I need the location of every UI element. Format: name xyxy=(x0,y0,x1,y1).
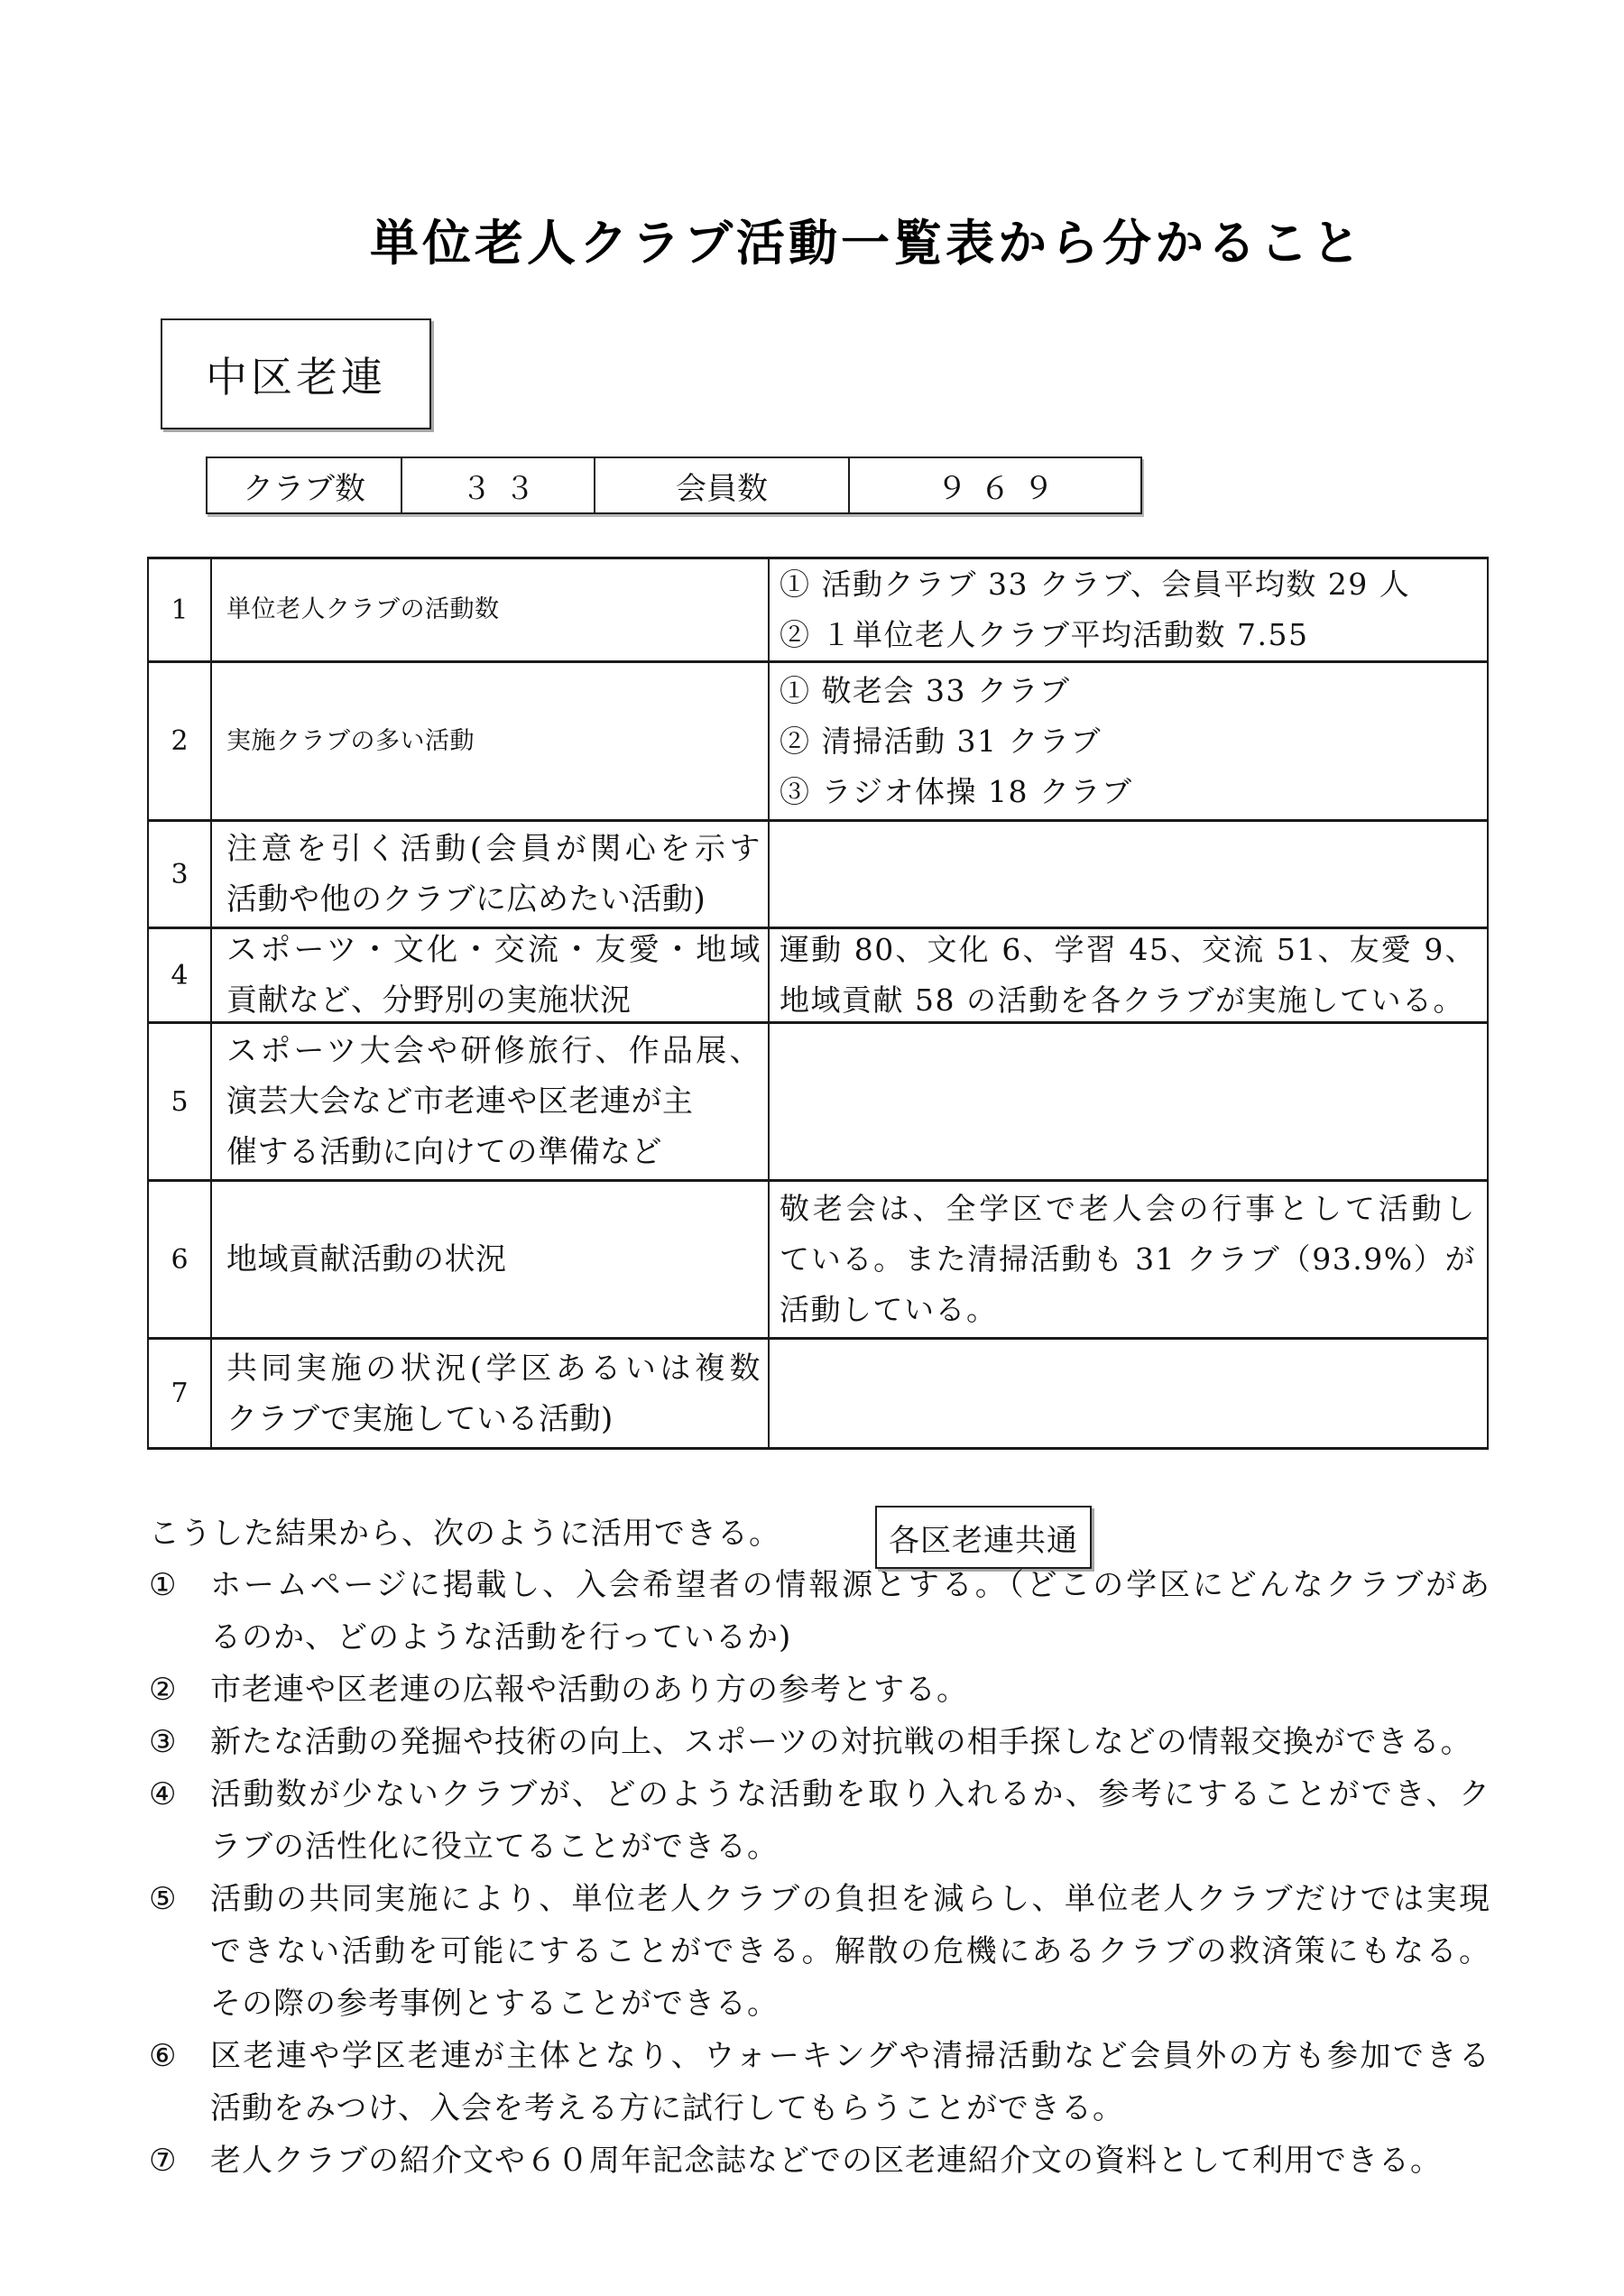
item-text xyxy=(210,1716,1490,1768)
item-line: ホームページに掲載し、入会希望者の情報源とする。（どこの学区にどんなクラブがあ xyxy=(210,1567,1490,1603)
usage-intro-text: こうした結果から、次のように活用できる。 xyxy=(149,1516,780,1552)
row-topic xyxy=(212,1182,770,1337)
topic-line: 催する活動に向けての準備など xyxy=(226,1134,662,1170)
table-row xyxy=(149,822,1487,929)
detail-line: ① 敬老会 33 クラブ xyxy=(780,672,1071,708)
item-text xyxy=(210,1559,1490,1664)
item-text xyxy=(210,2135,1490,2187)
list-item xyxy=(149,2135,1490,2187)
detail-line: ている。また清掃活動も 31 クラブ（93.9%）が xyxy=(780,1241,1476,1277)
row-details xyxy=(770,1182,1487,1337)
list-item xyxy=(149,2030,1490,2135)
detail-line: ② １単位老人クラブ平均活動数 7.55 xyxy=(780,617,1309,652)
club-count-value: ３３ xyxy=(402,458,595,512)
detail-line: 運動 80、文化 6、学習 45、交流 51、友愛 9、 xyxy=(780,932,1476,967)
item-number: ⑦ xyxy=(149,2143,177,2179)
row-topic xyxy=(212,1340,770,1447)
item-number: ③ xyxy=(149,1724,177,1760)
topic-line: 注意を引く活動(会員が関心を示す xyxy=(226,831,761,867)
item-line: 市老連や区老連の広報や活動のあり方の参考とする。 xyxy=(210,1672,968,1708)
table-row xyxy=(149,663,1487,822)
topic-line: スポーツ大会や研修旅行、作品展、 xyxy=(226,1033,761,1069)
row-topic xyxy=(212,663,770,819)
detail-line: 活動している。 xyxy=(780,1292,998,1327)
item-number: ④ xyxy=(149,1776,177,1812)
topic-line: 活動や他のクラブに広めたい活動) xyxy=(226,881,706,917)
table-row xyxy=(149,929,1487,1024)
list-item xyxy=(149,1664,1490,1716)
item-text xyxy=(210,1664,1490,1716)
topic-line: 実施クラブの多い活動 xyxy=(226,726,475,755)
detail-line: ① 活動クラブ 33 クラブ、会員平均数 29 人 xyxy=(780,567,1411,602)
row-topic xyxy=(212,822,770,927)
item-line: 活動をみつけ、入会を考える方に試行してもらうことができる。 xyxy=(210,2090,1124,2126)
row-topic xyxy=(212,929,770,1021)
region-label: 中区老連 xyxy=(206,352,386,401)
list-item xyxy=(149,1873,1490,2030)
row-number: 3 xyxy=(149,822,212,927)
region-label-box xyxy=(161,318,431,429)
item-text xyxy=(210,1873,1490,2030)
list-item xyxy=(149,1559,1490,1664)
item-number: ② xyxy=(149,1672,177,1708)
usage-list xyxy=(149,1559,1490,2187)
detail-line: ② 清掃活動 31 クラブ xyxy=(780,723,1102,759)
detail-line: 敬老会は、全学区で老人会の行事として活動し xyxy=(780,1191,1476,1226)
row-details xyxy=(770,1024,1487,1179)
item-line: 活動の共同実施により、単位老人クラブの負担を減らし、単位老人クラブだけでは実現 xyxy=(210,1881,1490,1917)
row-number: 5 xyxy=(149,1024,212,1179)
topic-line: 演芸大会など市老連や区老連が主 xyxy=(226,1083,694,1120)
item-number: ⑤ xyxy=(149,1881,177,1917)
topic-line: 単位老人クラブの活動数 xyxy=(226,595,500,623)
topic-line: 共同実施の状況(学区あるいは複数 xyxy=(226,1350,761,1387)
item-number: ① xyxy=(149,1567,177,1603)
topic-line: 貢献など、分野別の実施状況 xyxy=(226,982,632,1019)
row-number: 2 xyxy=(149,663,212,819)
item-line: ラブの活性化に役立てることができる。 xyxy=(210,1829,779,1865)
row-number: 1 xyxy=(149,559,212,660)
item-number: ⑥ xyxy=(149,2038,177,2074)
item-line: 活動数が少ないクラブが、どのような活動を取り入れるか、参考にすることができ、ク xyxy=(210,1776,1490,1812)
item-text xyxy=(210,2030,1490,2135)
list-item xyxy=(149,1768,1490,1873)
item-line: 老人クラブの紹介文や６０周年記念誌などでの区老連紹介文の資料として利用できる。 xyxy=(210,2143,1442,2179)
table-row xyxy=(149,1024,1487,1182)
item-line: るのか、どのような活動を行っているか) xyxy=(210,1619,792,1655)
stats-table xyxy=(206,456,1142,514)
table-row xyxy=(149,1340,1487,1447)
item-line: 区老連や学区老連が主体となり、ウォーキングや清掃活動など会員外の方も参加できる xyxy=(210,2038,1490,2074)
row-details xyxy=(770,929,1487,1021)
topic-line: スポーツ・文化・交流・友愛・地域 xyxy=(226,932,761,968)
topic-line: クラブで実施している活動) xyxy=(226,1400,614,1437)
row-details xyxy=(770,1340,1487,1447)
topic-line: 地域貢献活動の状況 xyxy=(226,1241,507,1277)
row-topic xyxy=(212,1024,770,1179)
member-count-value: ９６９ xyxy=(937,470,1066,507)
row-details xyxy=(770,822,1487,927)
usage-tag-label: 各区老連共通 xyxy=(889,1522,1078,1559)
detail-line: 地域貢献 58 の活動を各クラブが実施している。 xyxy=(780,982,1464,1018)
member-count-label: 会員数 xyxy=(595,458,850,512)
activity-summary-table xyxy=(147,557,1489,1450)
club-count-label: クラブ数 xyxy=(208,458,402,512)
row-topic xyxy=(212,559,770,660)
row-number: 4 xyxy=(149,929,212,1021)
item-text xyxy=(210,1768,1490,1873)
row-number: 6 xyxy=(149,1182,212,1337)
row-details xyxy=(770,559,1487,660)
row-number: 7 xyxy=(149,1340,212,1447)
item-line: できない活動を可能にすることができる。解散の危機にあるクラブの救済策にもなる。 xyxy=(210,1933,1490,1969)
page-title: 単位老人クラブ活動一覧表から分かること xyxy=(370,215,1364,272)
detail-line: ③ ラジオ体操 18 クラブ xyxy=(780,773,1133,809)
table-row xyxy=(149,559,1487,663)
row-details xyxy=(770,663,1487,819)
list-item xyxy=(149,1716,1490,1768)
item-line: 新たな活動の発掘や技術の向上、スポーツの対抗戦の相手探しなどの情報交換ができる。 xyxy=(210,1724,1472,1760)
item-line: その際の参考事例とすることができる。 xyxy=(210,1986,779,2022)
table-row xyxy=(149,1182,1487,1340)
